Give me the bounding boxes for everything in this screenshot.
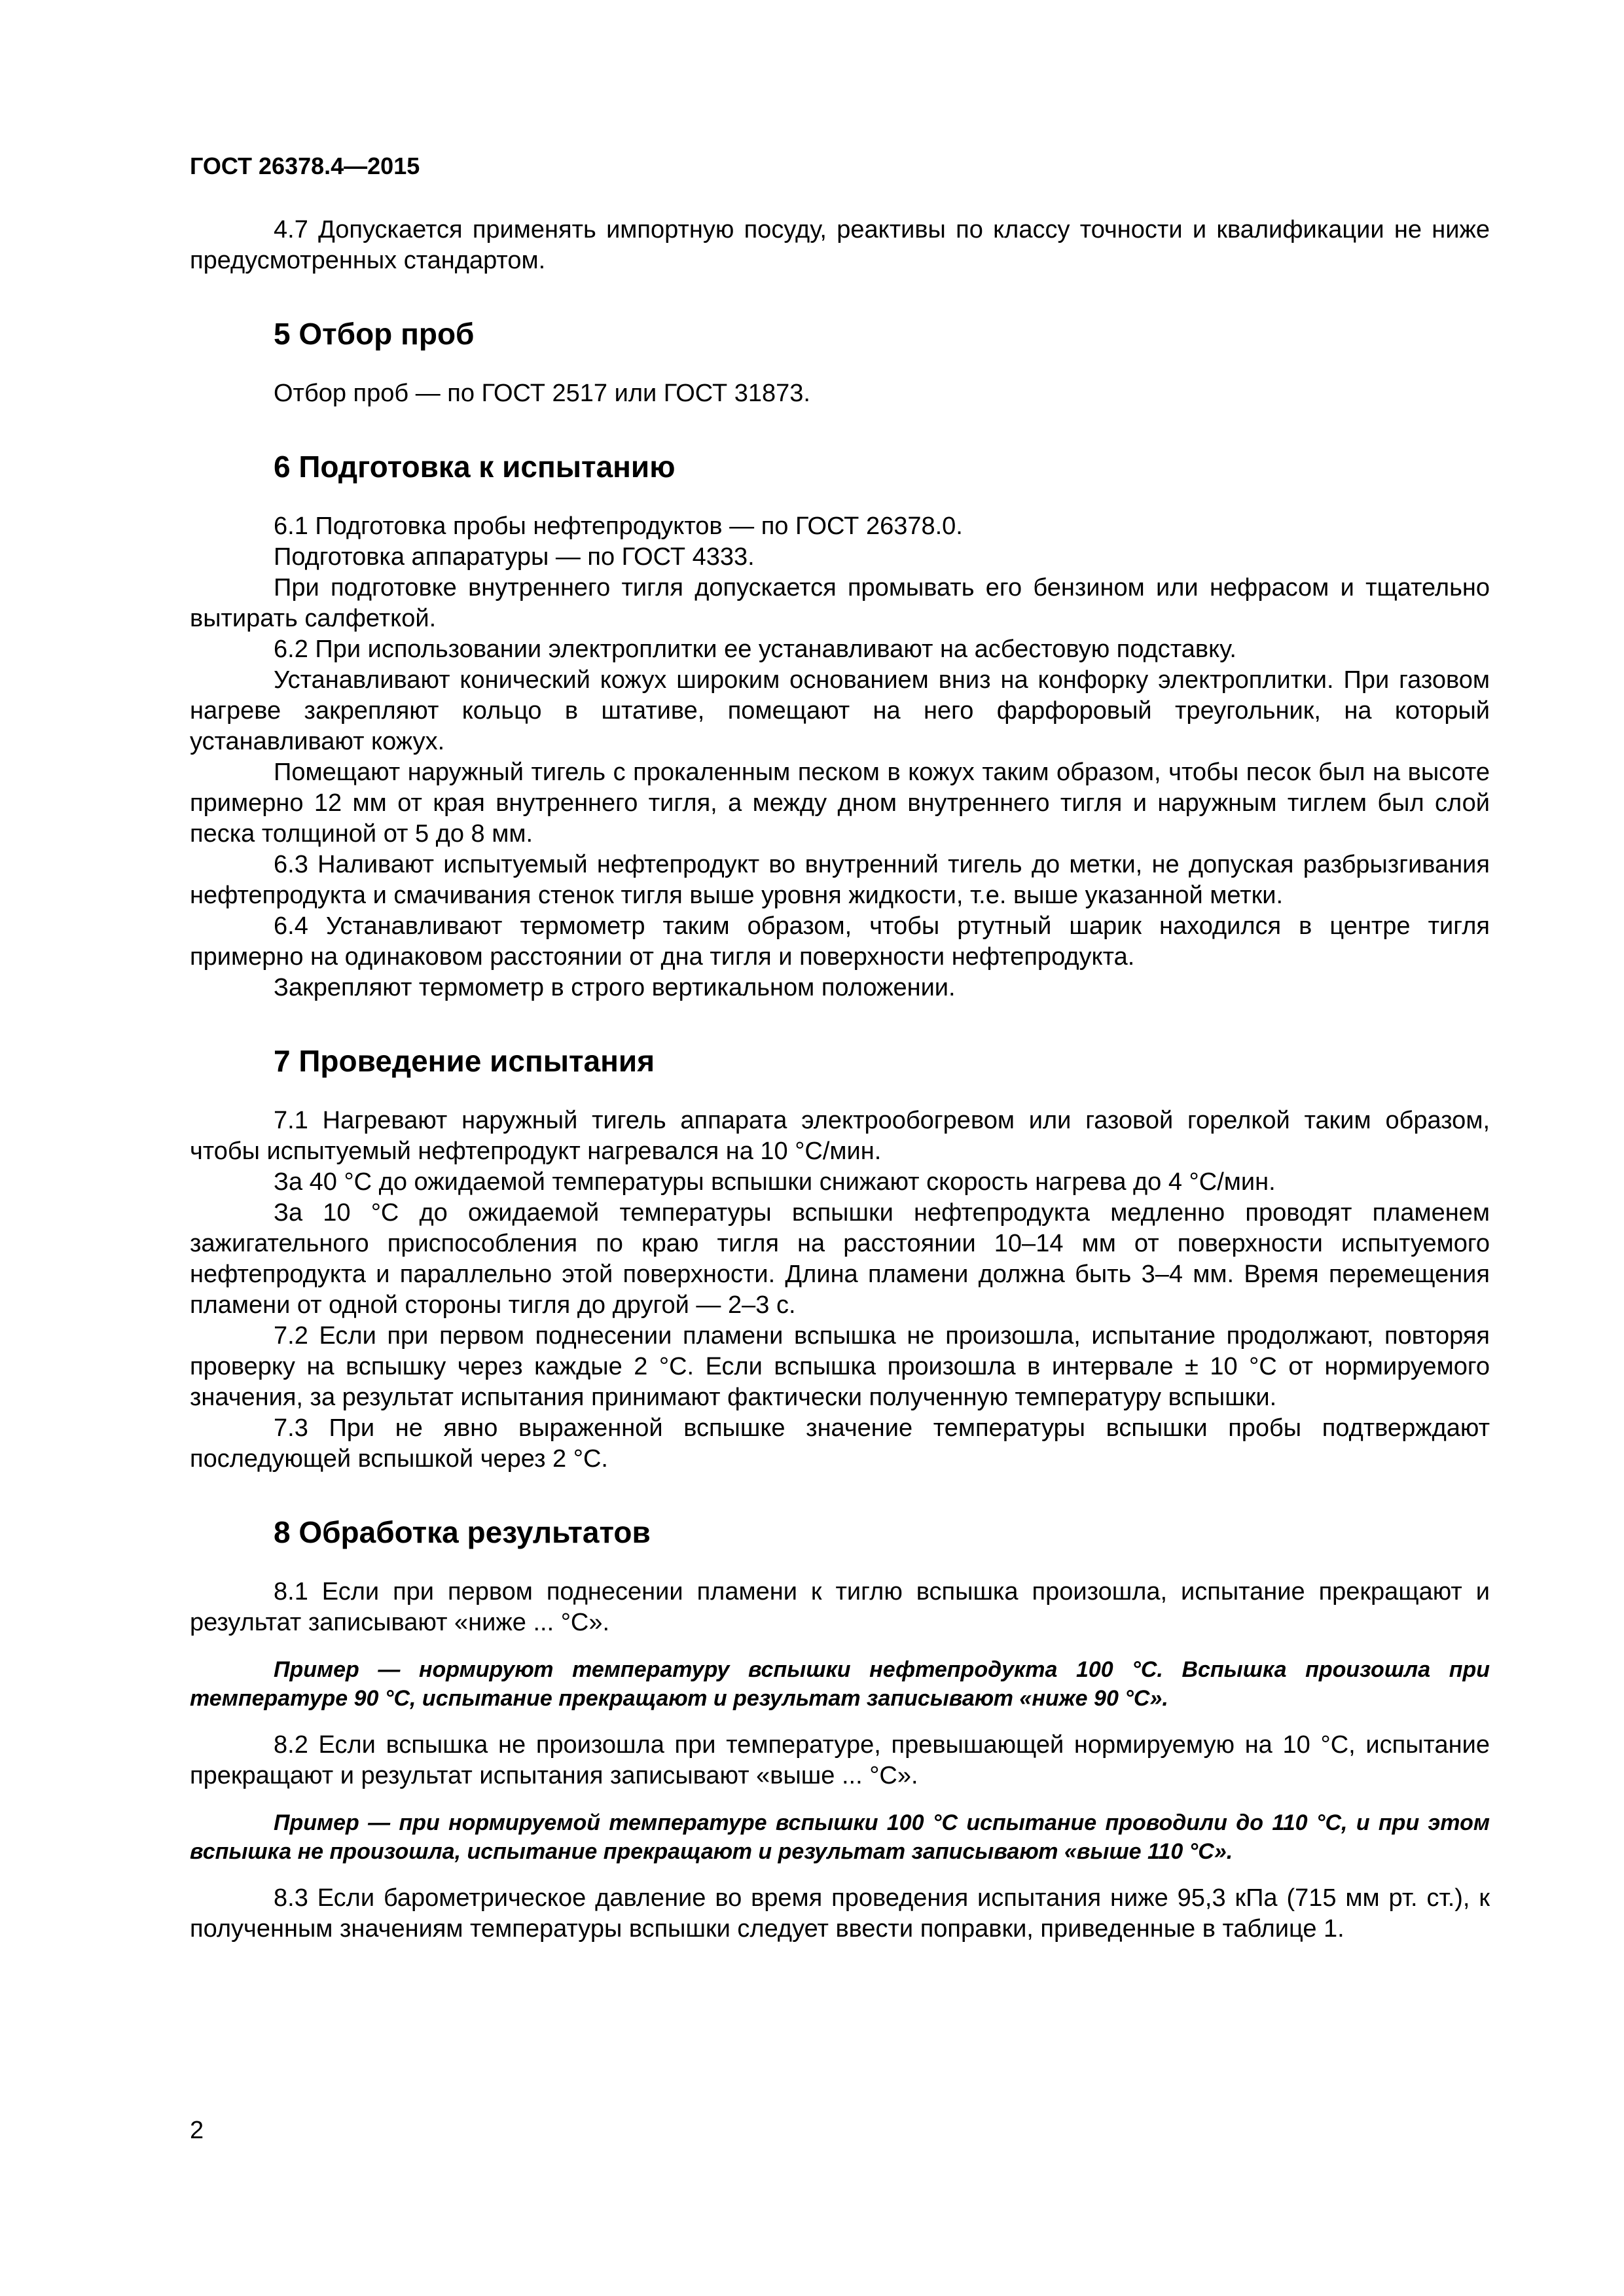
- example-8-1: Пример — нормируют температуру вспышки нефтепродукта 100 °С. Вспышка произошла при температуре 90 °С, испытание прекращают и результат записывают «ниже 90 °С».: [190, 1657, 1490, 1711]
- paragraph-4-7: 4.7 Допускается применять импортную посуду, реактивы по классу точности и квалификации не ниже предусмотренных стандартом.: [190, 216, 1490, 274]
- paragraph-5: Отбор проб — по ГОСТ 2517 или ГОСТ 31873.: [274, 380, 810, 407]
- paragraph-6-2-c: Помещают наружный тигель с прокаленным песком в кожух таким образом, чтобы песок был на высоте примерно 12 мм от края внутреннего тигля, а между дном внутреннего тигля и наружным тиглем был слой песка толщиной от 5 до 8 мм.: [190, 759, 1490, 848]
- paragraph-8-1: 8.1 Если при первом поднесении пламени к тиглю вспышка произошла, испытание прекращают и результат записывают «ниже ... °С».: [190, 1578, 1490, 1636]
- paragraph-6-4: 6.4 Устанавливают термометр таким образом, чтобы ртутный шарик находился в центре тигля примерно на одинаковом расстоянии от дна тигля и поверхности нефтепродукта.: [190, 912, 1490, 971]
- paragraph-6-3: 6.3 Наливают испытуемый нефтепродукт во внутренний тигель до метки, не допуская разбрызгивания нефтепродукта и смачивания стенок тигля выше уровня жидкости, т.е. выше указанной метки.: [190, 851, 1490, 909]
- paragraph-7-3: 7.3 При не явно выраженной вспышке значение температуры вспышки пробы подтверждают последующей вспышкой через 2 °С.: [190, 1414, 1490, 1473]
- paragraph-8-2: 8.2 Если вспышка не произошла при температуре, превышающей нормируемую на 10 °С, испытание прекращают и результат испытания записывают «выше ... °С».: [190, 1731, 1490, 1789]
- paragraph-8-3: 8.3 Если барометрическое давление во время проведения испытания ниже 95,3 кПа (715 мм рт. ст.), к полученным значениям температуры вспышки следует ввести поправки, приведенные в таблице 1.: [190, 1884, 1490, 1943]
- section-8-heading: 8 Обработка результатов: [274, 1515, 651, 1549]
- example-8-2: Пример — при нормируемой температуре вспышки 100 °С испытание проводили до 110 °С, и при этом вспышка не произошла, испытание прекращают и результат записывают «выше 110 °С».: [190, 1810, 1490, 1864]
- paragraph-7-1: 7.1 Нагревают наружный тигель аппарата электрообогревом или газовой горелкой таким образом, чтобы испытуемый нефтепродукт нагревался на 10 °С/мин.: [190, 1107, 1490, 1165]
- paragraph-6-1: 6.1 Подготовка пробы нефтепродуктов — по ГОСТ 26378.0.: [274, 512, 963, 540]
- paragraph-7-2: 7.2 Если при первом поднесении пламени вспышка не произошла, испытание продолжают, повторяя проверку на вспышку через каждые 2 °С. Если вспышка произошла в интервале ± 10 °С от нормируемого значения, за результат испытания принимают фактически полученную температуру вспышки.: [190, 1322, 1490, 1411]
- document-body: [190, 215, 1490, 1945]
- paragraph-6-1-c: При подготовке внутреннего тигля допускается промывать его бензином или нефрасом и тщательно вытирать салфеткой.: [190, 574, 1490, 632]
- paragraph-6-1-b: Подготовка аппаратуры — по ГОСТ 4333.: [274, 543, 755, 571]
- page-number: 2: [190, 2117, 204, 2144]
- paragraph-6-4-b: Закрепляют термометр в строго вертикальном положении.: [274, 974, 956, 1001]
- document-header: ГОСТ 26378.4—2015: [190, 152, 420, 179]
- section-7-heading: 7 Проведение испытания: [274, 1044, 655, 1078]
- section-5-heading: 5 Отбор проб: [274, 317, 475, 351]
- paragraph-6-2-b: Устанавливают конический кожух широким основанием вниз на конфорку электроплитки. При газовом нагреве закрепляют кольцо в штативе, помещают на него фарфоровый треугольник, на который устанавливают кожух.: [190, 666, 1490, 755]
- section-6-heading: 6 Подготовка к испытанию: [274, 450, 676, 484]
- paragraph-7-1-c: За 10 °С до ожидаемой температуры вспышки нефтепродукта медленно проводят пламенем зажигательного приспособления по краю тигля на расстоянии 10–14 мм от поверхности испытуемого нефтепродукта и параллельно этой поверхности. Длина пламени должна быть 3–4 мм. Время перемещения пламени от одной стороны тигля до другой — 2–3 с.: [190, 1199, 1490, 1319]
- paragraph-7-1-b: За 40 °С до ожидаемой температуры вспышки снижают скорость нагрева до 4 °С/мин.: [274, 1168, 1276, 1196]
- paragraph-6-2: 6.2 При использовании электроплитки ее устанавливают на асбестовую подставку.: [274, 636, 1236, 663]
